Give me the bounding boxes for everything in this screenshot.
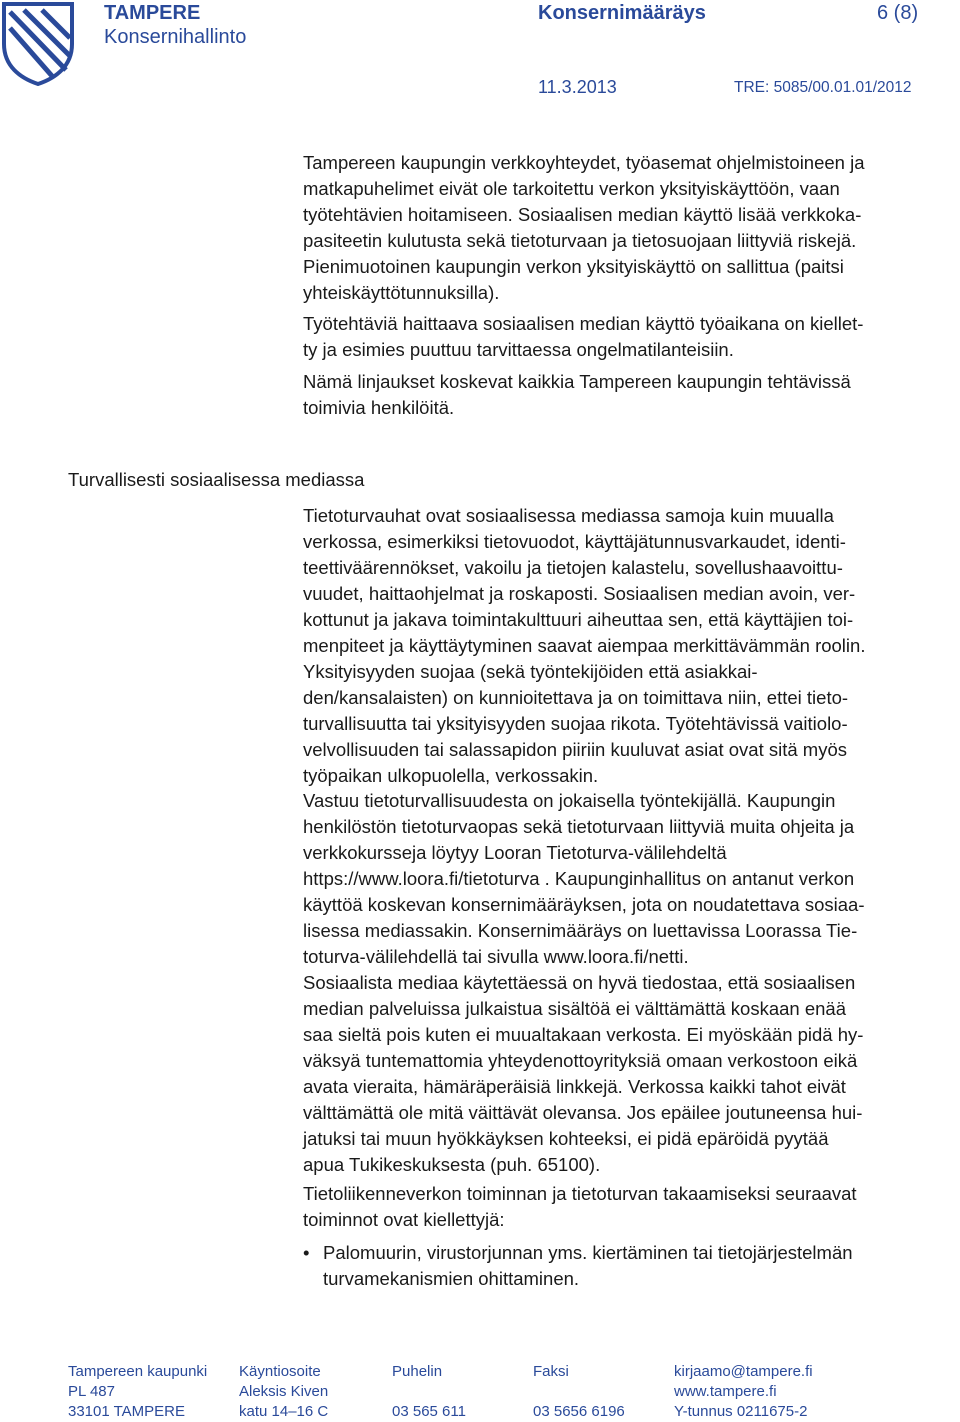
footer-col-phone (392, 1362, 466, 1422)
footer-col-address (68, 1362, 207, 1422)
text-line: lisessa mediassakin. Konsernimääräys on luettavissa Loorassa Tie- (303, 920, 858, 941)
text-line: turvamekanismien ohittaminen. (323, 1268, 580, 1289)
text-line: käyttöä koskevan konsernimääräyksen, jota on noudatettava sosiaa- (303, 894, 865, 915)
document-reference: TRE: 5085/00.01.01/2012 (734, 79, 912, 96)
text-line: yhteiskäyttötunnuksilla). (303, 282, 500, 303)
text-line: väksyä tuntemattomia yhteydenottoyrityksiä omaan verkostoon eikä (303, 1050, 858, 1071)
footer-line: PL 487 (68, 1383, 115, 1400)
text-line: menpiteet ja käyttäytyminen saavat aiempaa merkittävämmän roolin. (303, 635, 866, 656)
text-line: Työtehtäviä haittaava sosiaalisen median käyttö työaikana on kiellet- (303, 313, 864, 334)
document-type: Konsernimääräys (538, 2, 706, 24)
section-paragraph-2 (303, 788, 953, 970)
text-line: jatuksi tai muun hyökkäyksen kohteeksi, ei pidä epäröidä pyytää (303, 1128, 829, 1149)
text-line: Nämä linjaukset koskevat kaikkia Tampereen kaupungin tehtävissä (303, 371, 851, 392)
page-number: 6 (8) (877, 2, 919, 24)
text-line: Tampereen kaupungin verkkoyhteydet, työasemat ohjelmistoineen ja (303, 152, 865, 173)
document-date: 11.3.2013 (538, 77, 617, 97)
footer-col-contact (674, 1362, 813, 1422)
text-line: Sosiaalista mediaa käytettäessä on hyvä tiedostaa, että sosiaalisen (303, 972, 856, 993)
text-line: avata vieraita, hämäräperäisiä linkkejä. Verkossa kaikki tahot eivät (303, 1076, 846, 1097)
text-line: Pienimuotoinen kaupungin verkon yksityiskäyttö on sallittua (paitsi (303, 256, 844, 277)
text-line: Tietoliikenneverkon toiminnan ja tietoturvan takaamiseksi seuraavat (303, 1183, 857, 1204)
intro-paragraph-1 (303, 150, 953, 306)
tampere-logo (0, 0, 76, 86)
text-line: toimivia henkilöitä. (303, 397, 455, 418)
text-line: kottunut ja jakava toimintakulttuuri aiheuttaa sen, että käyttäjien toi- (303, 609, 854, 630)
footer-line (533, 1382, 625, 1402)
text-line: verkkokursseja löytyy Looran Tietoturva-välilehdeltä (303, 842, 727, 863)
footer-col-fax (533, 1362, 625, 1422)
footer-line: Tampereen kaupunki (68, 1363, 208, 1380)
text-line: turvallisuutta tai yksityisyyden suojaa rikota. Työtehtävissä vaitiolo- (303, 713, 848, 734)
text-line: välttämättä ole mitä väittävät olevansa. Jos epäilee joutuneensa hui- (303, 1102, 863, 1123)
text-line: teettiväärennökset, vakoilu ja tietojen kalastelu, sovellushaavoittu- (303, 557, 843, 578)
org-name: TAMPERE (104, 2, 201, 24)
text-line: vuudet, haittaohjelmat ja roskaposti. Sosiaalisen median avoin, ver- (303, 583, 856, 604)
footer-line: Aleksis Kiven (239, 1383, 329, 1400)
text-line: Palomuurin, virustorjunnan yms. kiertäminen tai tietojärjestelmän (323, 1242, 853, 1263)
footer-website[interactable]: www.tampere.fi (674, 1383, 777, 1400)
footer-col-visiting (239, 1362, 328, 1422)
text-line: Tietoturvauhat ovat sosiaalisessa mediassa samoja kuin muualla (303, 505, 834, 526)
text-line: Yksityisyyden suojaa (sekä työntekijöiden että asiakkai- (303, 661, 758, 682)
text-line: saa sieltä pois kuten ei muualtakaan verkosta. Ei myöskään pidä hy- (303, 1024, 864, 1045)
section-heading: Turvallisesti sosiaalisessa mediassa (68, 469, 365, 490)
footer-line: Faksi (533, 1363, 569, 1380)
footer-line: 03 565 611 (392, 1403, 466, 1420)
footer-line: katu 14–16 C (239, 1403, 329, 1420)
footer-line: 33101 TAMPERE (68, 1403, 186, 1420)
unit-name: Konsernihallinto (104, 26, 247, 48)
intro-paragraph-3 (303, 369, 953, 421)
text-line: työtehtävien hoitamiseen. Sosiaalisen median käyttö lisää verkkoka- (303, 204, 862, 225)
text-line: toiminnot ovat kiellettyjä: (303, 1209, 505, 1230)
footer-line (392, 1382, 466, 1402)
footer-email[interactable]: kirjaamo@tampere.fi (674, 1363, 813, 1380)
text-line: toturva-välilehdellä tai sivulla www.loora.fi/netti. (303, 946, 689, 967)
text-line: Vastuu tietoturvallisuudesta on jokaisella työntekijällä. Kaupungin (303, 790, 836, 811)
section-paragraph-4 (303, 1181, 953, 1233)
text-line: apua Tukikeskuksesta (puh. 65100). (303, 1154, 601, 1175)
text-line: pasiteetin kulutusta sekä tietoturvaan ja tietosuojaan liittyviä riskejä. (303, 230, 857, 251)
text-line: den/kansalaisten) on kunnioitettava ja on toimittava niin, ettei tieto- (303, 687, 849, 708)
text-line: median palveluissa julkaistua sisältöä ei välttämättä koskaan enää (303, 998, 846, 1019)
intro-paragraph-2 (303, 311, 953, 363)
footer-line: Käyntiosoite (239, 1363, 321, 1380)
section-paragraph-1 (303, 503, 953, 789)
section-paragraph-3 (303, 970, 953, 1178)
text-line: velvollisuuden tai salassapidon piiriin kuuluvat asiat ovat sitä myös (303, 739, 847, 760)
footer-line: Puhelin (392, 1363, 443, 1380)
text-line: työpaikan ulkopuolella, verkossakin. (303, 765, 599, 786)
text-line: matkapuhelimet eivät ole tarkoitettu verkon yksityiskäyttöön, vaan (303, 178, 840, 199)
text-line: henkilöstön tietoturvaopas sekä tietoturvaan liittyviä muita ohjeita ja (303, 816, 855, 837)
text-line: ty ja esimies puuttuu tarvittaessa ongelmatilanteisiin. (303, 339, 734, 360)
text-line: https://www.loora.fi/tietoturva . Kaupunginhallitus on antanut verkon (303, 868, 855, 889)
bullet-marker: • (303, 1242, 310, 1263)
text-line: verkossa, esimerkiksi tietovuodot, käyttäjätunnusvarkaudet, identi- (303, 531, 846, 552)
footer-line: 03 5656 6196 (533, 1403, 625, 1420)
footer-line: Y-tunnus 0211675-2 (674, 1403, 808, 1420)
bullet-item (323, 1240, 953, 1292)
